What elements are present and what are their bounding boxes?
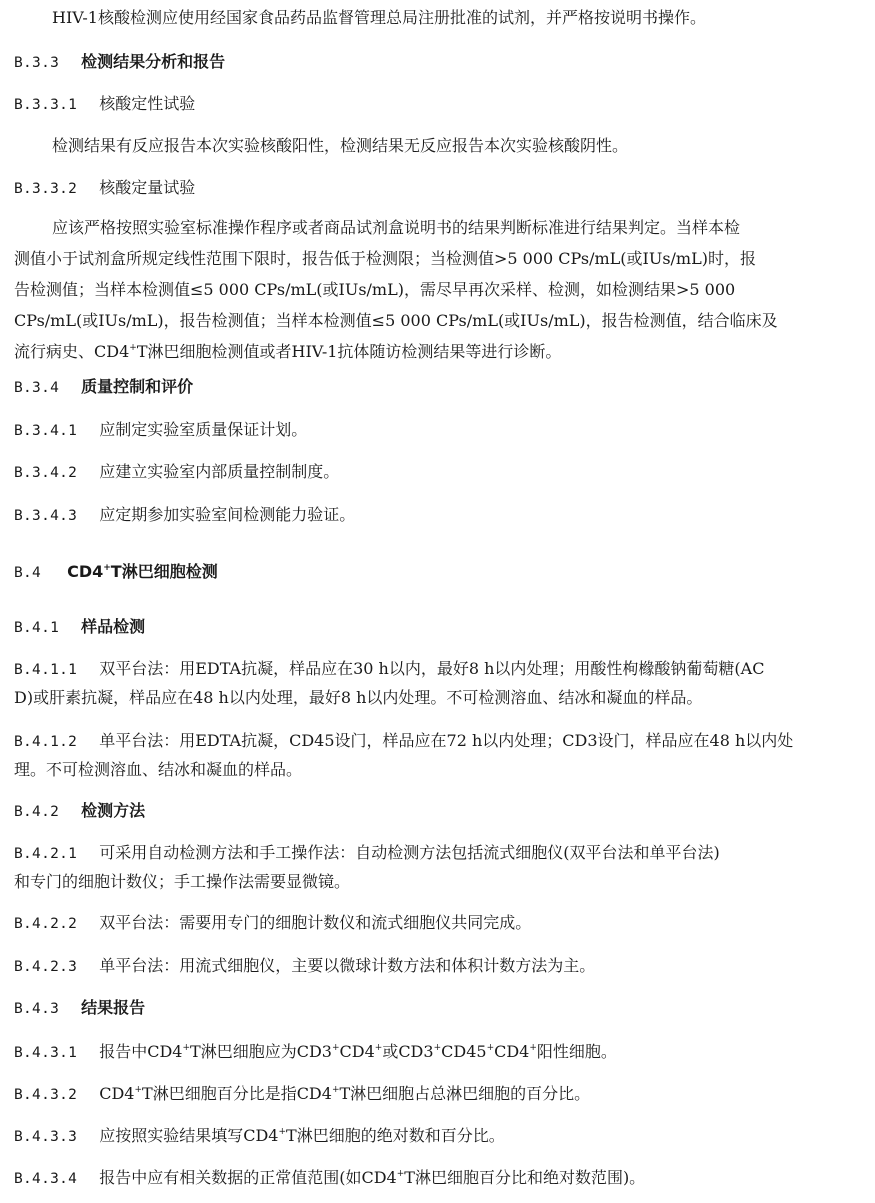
paragraph-text: T淋巴细胞检测值或者HIV-1抗体随访检测结果等进行诊断。 <box>136 342 562 361</box>
clause-number: B.3.4.3 <box>14 508 78 524</box>
clause-text: D)或肝素抗凝，样品应在48 h以内处理，最好8 h以内处理。不可检测溶血、结冰和凝血的样品。 <box>14 688 703 707</box>
section-number: B.3.3 <box>14 55 60 71</box>
superscript-plus: + <box>129 343 137 353</box>
clause-number: B.4.1.1 <box>14 662 78 678</box>
clause-b423 <box>14 956 862 977</box>
clause-text-part: T淋巴细胞百分比是指CD4 <box>142 1084 332 1103</box>
clause-text <box>99 1126 505 1145</box>
clause-text-part: 报告中CD4 <box>99 1042 183 1061</box>
superscript-plus: + <box>486 1043 495 1053</box>
clause-text: 应定期参加实验室间检测能力验证。 <box>99 505 356 524</box>
clause-text-part: T淋巴细胞占总淋巴细胞的百分比。 <box>339 1084 591 1103</box>
clause-text-part: 应按照实验结果填写CD4 <box>99 1126 279 1145</box>
superscript-plus: + <box>433 1043 442 1053</box>
paragraph-line <box>52 8 706 28</box>
clause-b411 <box>14 659 862 680</box>
clause-number: B.4.3.1 <box>14 1045 78 1061</box>
section-title: 核酸定量试验 <box>99 178 196 197</box>
paragraph-text: HIV-1核酸检测应使用经国家食品药品监督管理总局注册批准的试剂，并严格按说明书操作。 <box>52 8 706 27</box>
clause-b341 <box>14 420 862 441</box>
section-number: B.3.4 <box>14 380 60 396</box>
section-heading-b43 <box>14 998 862 1019</box>
superscript-plus: + <box>529 1043 537 1053</box>
clause-number: B.4.3.4 <box>14 1171 78 1187</box>
superscript-plus: + <box>331 1085 340 1095</box>
paragraph-text: 测值小于试剂盒所规定线性范围下限时，报告低于检测限；当检测值>5 000 CPs/mL(或IUs/mL)时，报 <box>14 249 756 268</box>
paragraph-line <box>52 136 628 156</box>
paragraph-text: 检测结果有反应报告本次实验核酸阳性，检测结果无反应报告本次实验核酸阴性。 <box>52 136 629 155</box>
clause-number: B.4.3.3 <box>14 1129 78 1145</box>
clause-b412 <box>14 731 862 752</box>
section-number: B.4.3 <box>14 1001 60 1017</box>
clause-number: B.4.1.2 <box>14 734 78 750</box>
clause-text <box>99 1042 617 1061</box>
paragraph-line <box>14 688 702 708</box>
paragraph-text: CPs/mL(或IUs/mL)，报告检测值；当样本检测值≤5 000 CPs/mL(或IUs/mL)，报告检测值，结合临床及 <box>14 311 778 330</box>
clause-b343 <box>14 505 862 526</box>
section-heading-b4 <box>14 562 862 583</box>
clause-b422 <box>14 913 862 934</box>
clause-text: 双平台法：用EDTA抗凝，样品应在30 h以内，最好8 h以内处理；用酸性枸橼酸钠葡萄糖(AC <box>99 659 765 678</box>
paragraph-line <box>14 311 778 331</box>
clause-text-part: CD45 <box>441 1042 487 1061</box>
clause-b434 <box>14 1168 862 1189</box>
section-title: 检测结果分析和报告 <box>81 52 226 71</box>
paragraph-text: 告检测值；当样本检测值≤5 000 CPs/mL(或IUs/mL)，需尽早再次采样、检测，如检测结果>5 000 <box>14 280 736 299</box>
section-heading-b331 <box>14 94 862 115</box>
clause-text-part: 报告中应有相关数据的正常值范围(如CD4 <box>99 1168 397 1187</box>
clause-text-part: T淋巴细胞的绝对数和百分比。 <box>286 1126 505 1145</box>
paragraph-line <box>52 218 740 238</box>
section-number: B.3.3.1 <box>14 97 78 113</box>
paragraph-line <box>14 760 302 780</box>
section-title: 核酸定性试验 <box>99 94 196 113</box>
clause-text: 双平台法：需要用专门的细胞计数仪和流式细胞仪共同完成。 <box>99 913 532 932</box>
section-number: B.4.1 <box>14 620 60 636</box>
clause-text <box>99 1084 590 1103</box>
section-title: 结果报告 <box>81 998 146 1017</box>
superscript-plus: + <box>331 1043 340 1053</box>
paragraph-line <box>14 249 756 269</box>
superscript-plus: + <box>396 1169 405 1179</box>
clause-text-part: 或CD3 <box>382 1042 434 1061</box>
section-title-part: CD4 <box>67 562 104 581</box>
paragraph-text: 应该严格按照实验室标准操作程序或者商品试剂盒说明书的结果判断标准进行结果判定。当样本检 <box>52 218 741 237</box>
clause-number: B.3.4.2 <box>14 465 78 481</box>
clause-text: 应制定实验室质量保证计划。 <box>99 420 308 439</box>
section-heading-b33 <box>14 52 862 73</box>
section-heading-b41 <box>14 617 862 638</box>
clause-text: 应建立实验室内部质量控制制度。 <box>99 462 340 481</box>
paragraph-text: 流行病史、CD4 <box>14 342 130 361</box>
clause-text: 理。不可检测溶血、结冰和凝血的样品。 <box>14 760 303 779</box>
section-heading-b42 <box>14 801 862 822</box>
superscript-plus: + <box>374 1043 383 1053</box>
section-heading-b332 <box>14 178 862 199</box>
clause-b431 <box>14 1042 862 1063</box>
superscript-plus: + <box>134 1085 143 1095</box>
clause-text: 单平台法：用流式细胞仪，主要以微球计数方法和体积计数方法为主。 <box>99 956 596 975</box>
clause-b421 <box>14 843 862 864</box>
section-title: 样品检测 <box>81 617 146 636</box>
paragraph-line <box>14 872 350 892</box>
clause-text: 可采用自动检测方法和手工操作法：自动检测方法包括流式细胞仪(双平台法和单平台法) <box>99 843 720 862</box>
clause-number: B.3.4.1 <box>14 423 78 439</box>
superscript-plus: + <box>278 1127 287 1137</box>
section-title: 质量控制和评价 <box>81 377 194 396</box>
superscript-plus: + <box>103 563 111 573</box>
section-heading-b34 <box>14 377 862 398</box>
clause-b432 <box>14 1084 862 1105</box>
section-number: B.3.3.2 <box>14 181 78 197</box>
clause-text <box>99 1168 645 1187</box>
clause-text-part: 阳性细胞。 <box>536 1042 617 1061</box>
clause-text: 单平台法：用EDTA抗凝，CD45设门，样品应在72 h以内处理；CD3设门，样品应在48 h以内处 <box>99 731 794 750</box>
paragraph-line <box>14 342 561 362</box>
clause-number: B.4.2.3 <box>14 959 78 975</box>
clause-b433 <box>14 1126 862 1147</box>
clause-text-part: T淋巴细胞百分比和绝对数范围)。 <box>404 1168 646 1187</box>
clause-b342 <box>14 462 862 483</box>
clause-text-part: CD4 <box>494 1042 530 1061</box>
clause-text: 和专门的细胞计数仪；手工操作法需要显微镜。 <box>14 872 351 891</box>
section-title-part: T淋巴细胞检测 <box>110 562 218 581</box>
clause-text-part: T淋巴细胞应为CD3 <box>190 1042 332 1061</box>
clause-text-part: CD4 <box>99 1084 135 1103</box>
superscript-plus: + <box>182 1043 191 1053</box>
section-number: B.4.2 <box>14 804 60 820</box>
section-title: 检测方法 <box>81 801 146 820</box>
section-title <box>67 562 218 581</box>
clause-number: B.4.3.2 <box>14 1087 78 1103</box>
clause-number: B.4.2.2 <box>14 916 78 932</box>
section-number: B.4 <box>14 565 42 581</box>
clause-number: B.4.2.1 <box>14 846 78 862</box>
clause-text-part: CD4 <box>339 1042 375 1061</box>
paragraph-line <box>14 280 735 300</box>
